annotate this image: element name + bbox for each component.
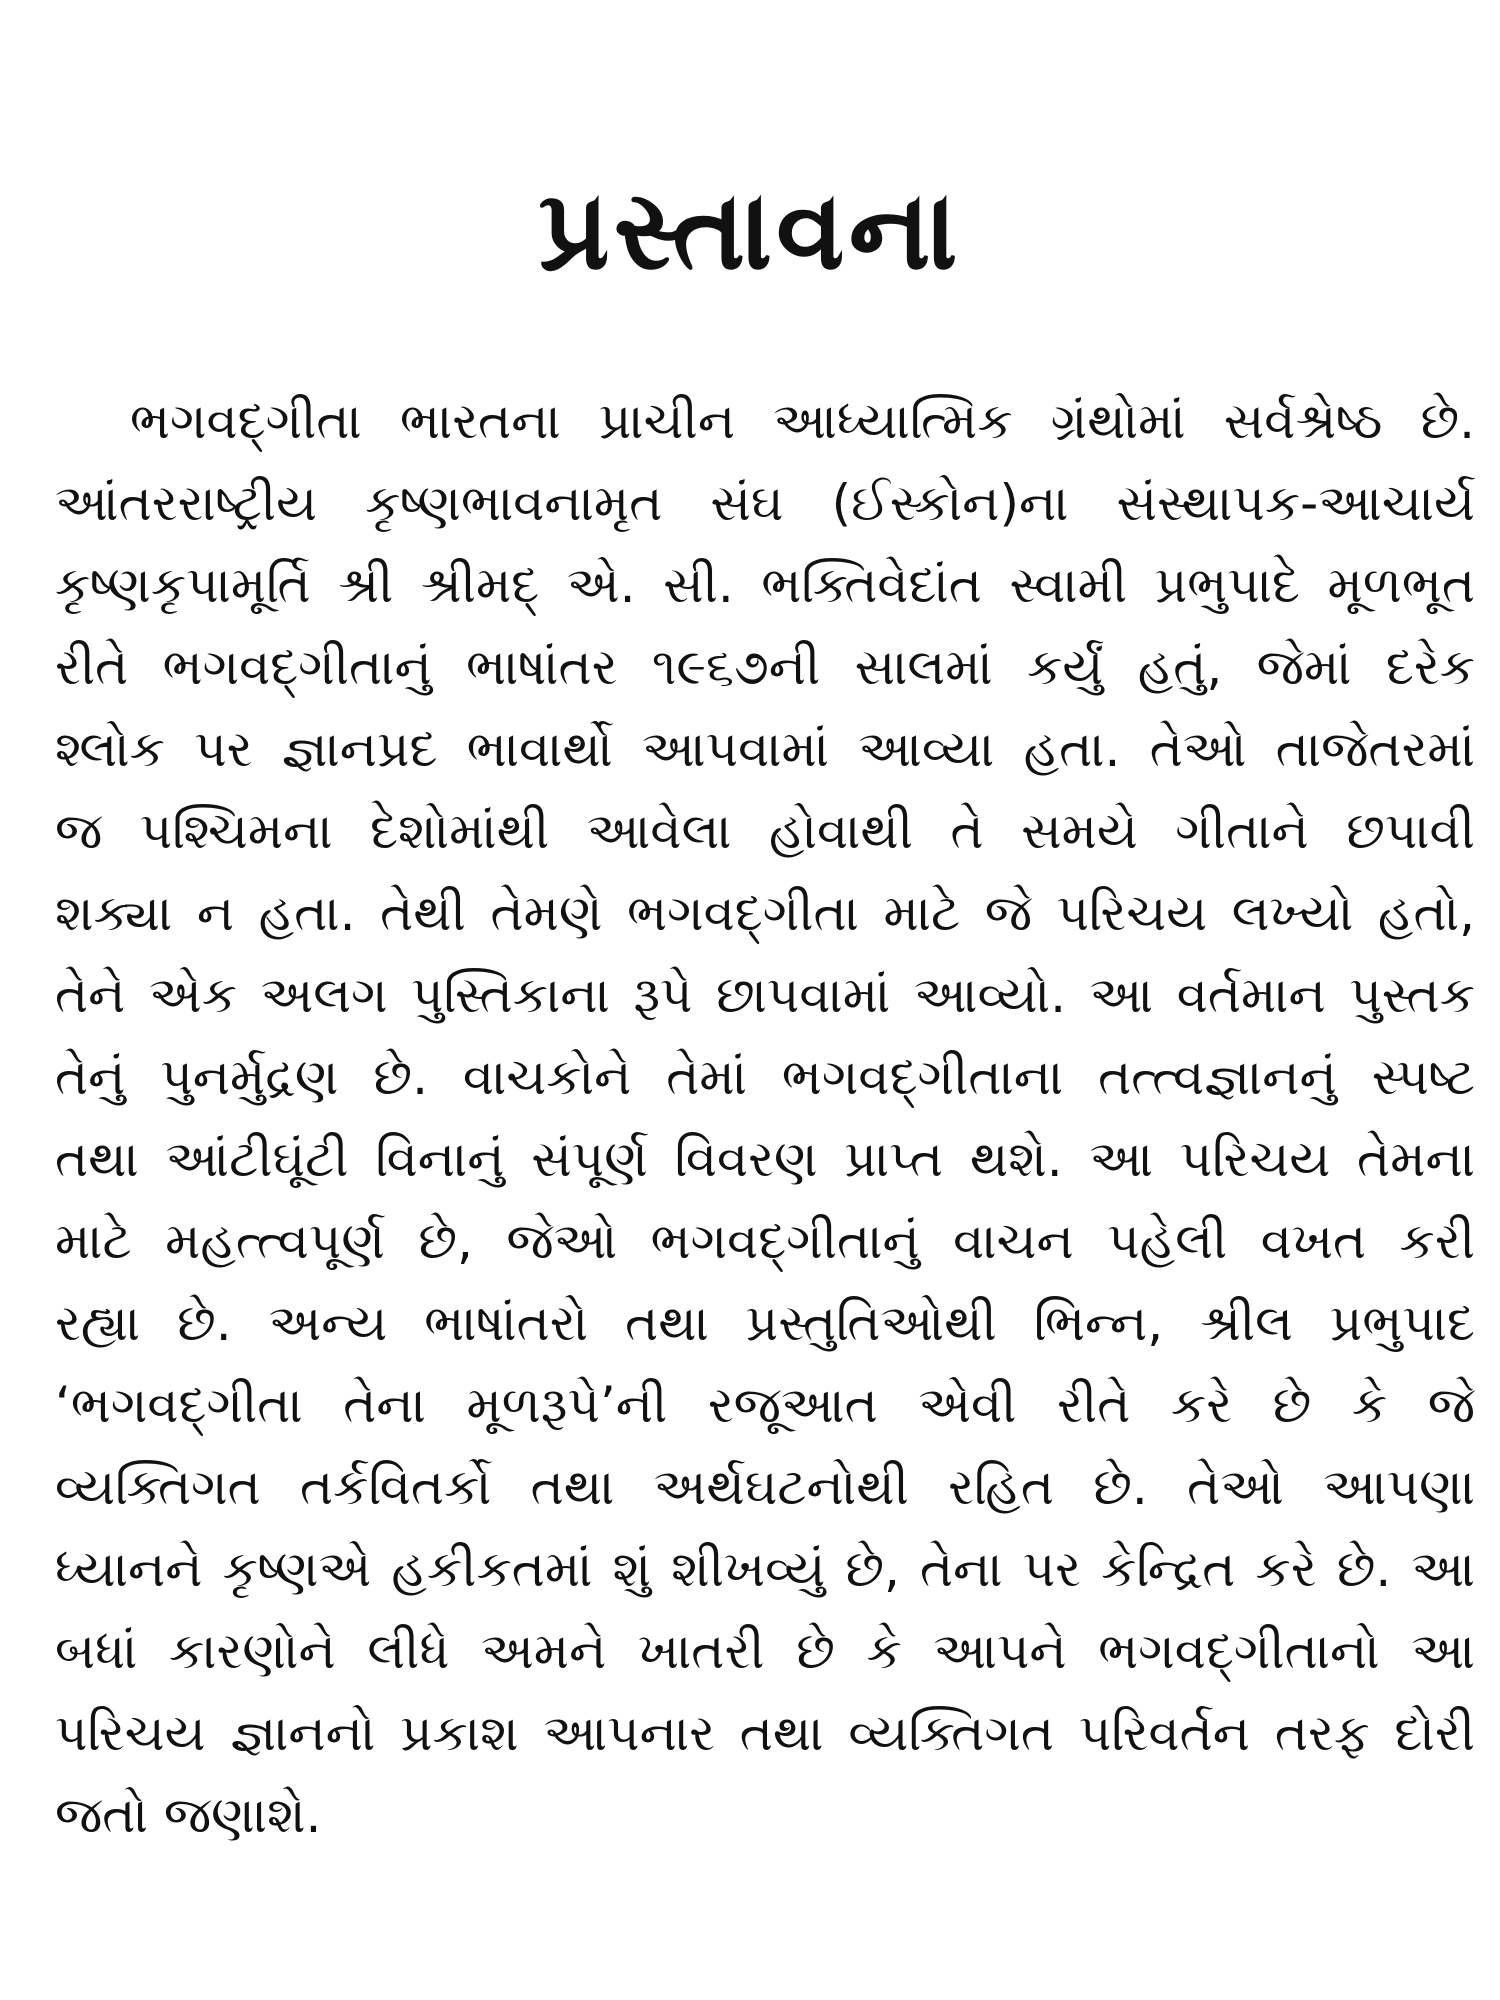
paragraph-line: ધ્યાનને કૃષ્ણએ હકીકતમાં શું શીખવ્યું છે, તેના પર કેન્દ્રિત કરે છે. આ	[55, 1540, 1475, 1598]
paragraph-line: રહ્યા છે. અન્ય ભાષાંતરો તથા પ્રસ્તુતિઓથી ભિન્ન, શ્રીલ પ્રભુપાદ	[55, 1294, 1475, 1352]
paragraph-line: તેને એક અલગ પુસ્તિકાના રૂપે છાપવામાં આવ્યો. આ વર્તમાન પુસ્તક	[55, 966, 1475, 1024]
paragraph-line: જ પશ્ચિમના દેશોમાંથી આવેલા હોવાથી તે સમયે ગીતાને છપાવી	[55, 802, 1475, 860]
paragraph-line: રીતે ભગવદ્‌ગીતાનું ભાષાંતર ૧૯૬૭ની સાલમાં કર્યું હતું, જેમાં દરેક	[55, 638, 1475, 696]
paragraph-line: શક્યા ન હતા. તેથી તેમણે ભગવદ્‌ગીતા માટે જે પરિચય લખ્યો હતો,	[55, 884, 1475, 942]
paragraph-line: જતો જણાશે.	[55, 1786, 322, 1844]
paragraph-line: કૃષ્ણકૃપામૂર્તિ શ્રી શ્રીમદ્ એ. સી. ભક્તિવેદાંત સ્વામી પ્રભુપાદે મૂળભૂત	[55, 556, 1475, 614]
paragraph-line: આંતરરાષ્ટ્રીય કૃષ્ણભાવનામૃત સંઘ (ઈસ્કોન)ના સંસ્થાપક-આચાર્ય	[55, 474, 1475, 532]
paragraph-line: શ્લોક પર જ્ઞાનપ્રદ ભાવાર્થો આપવામાં આવ્યા હતા. તેઓ તાજેતરમાં	[55, 720, 1475, 778]
paragraph-line: માટે મહત્ત્વપૂર્ણ છે, જેઓ ભગવદ્‌ગીતાનું વાચન પહેલી વખત કરી	[55, 1212, 1475, 1270]
paragraph-line: તેનું પુનર્મુદ્રણ છે. વાચકોને તેમાં ભગવદ્‌ગીતાના તત્ત્વજ્ઞાનનું સ્પષ્ટ	[55, 1048, 1475, 1106]
paragraph-line: ‘ભગવદ્‌ગીતા તેના મૂળરૂપે’ની રજૂઆત એવી રીતે કરે છે કે જે	[55, 1376, 1475, 1434]
paragraph-line: વ્યક્તિગત તર્કવિતર્કો તથા અર્થઘટનોથી રહિત છે. તેઓ આપણા	[55, 1458, 1475, 1516]
paragraph-line: પરિચય જ્ઞાનનો પ્રકાશ આપનાર તથા વ્યક્તિગત પરિવર્તન તરફ દોરી	[55, 1704, 1475, 1762]
paragraph-line: તથા આંટીઘૂંટી વિનાનું સંપૂર્ણ વિવરણ પ્રાપ્ત થશે. આ પરિચય તેમના	[55, 1130, 1475, 1188]
paragraph-line: બધાં કારણોને લીધે અમને ખાતરી છે કે આપને ભગવદ્‌ગીતાનો આ	[55, 1622, 1475, 1680]
introduction-paragraph	[55, 380, 1475, 1856]
paragraph-line: ભગવદ્‌ગીતા ભારતના પ્રાચીન આધ્યાત્મિક ગ્રંથોમાં સર્વશ્રેષ્ઠ છે.	[130, 392, 1475, 450]
page-title: પ્રસ્તાવના	[538, 166, 962, 294]
